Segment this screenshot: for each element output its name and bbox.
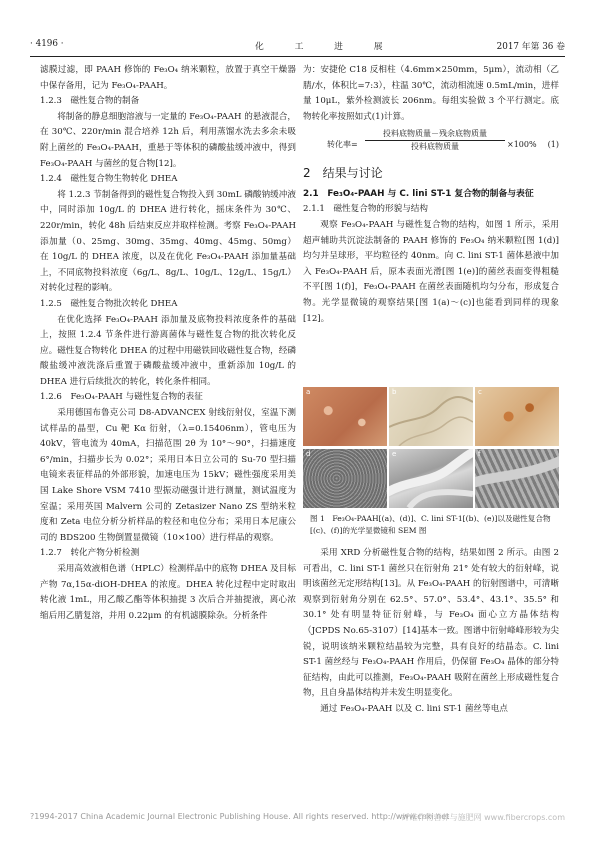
panel-label: b [392, 388, 397, 396]
subsubsection-heading: 2.1.1 磁性复合物的形貌与结构 [303, 204, 428, 215]
left-column [40, 63, 296, 624]
figure-panel-b [389, 387, 473, 446]
panel-label: f [478, 450, 481, 458]
paragraph: 滤膜过滤，即 PAAH 修饰的 Fe₃O₄ 纳米颗粒，放置于真空干燥器中保存备用，记为 Fe₃O₄-PAAH。 [40, 65, 296, 91]
paragraph: 采用德国布鲁克公司 D8-ADVANCEX 射线衍射仪，室温下测试样品的晶型，Cu 靶 Kα 衍射，（λ=0.15406nm），管电压为 40kV，管电流为 40mA，扫描范围 2θ 为 10°～90°，扫描速度 6°/min，扫描步长为 0.02°；采用日本日立公司的 Su-70 型扫描电镜来表征样品的外部形貌，加速电压为 15kV；磁性强度采用美国 Lake Shore VSM 7410 型振动磁强计进行测量，测试温度为室温；采用英国 Malvern 公司的 Zetasizer Nano ZS 型纳米粒度和 Zeta 电位分析分析样品的粒径和电位分布；采用日本尼康公司的 BDS200 生物倒置显微镜（10×100）进行样品的观察。 [40, 408, 296, 543]
equation-fraction [365, 128, 505, 153]
header-rule [30, 56, 565, 57]
figure-caption: 图 1 Fe₃O₄-PAAH[(a)、(d)]、C. lini ST-1[(b)、(e)]以及磁性复合物[(c)、(f)]的光学显微镜和 SEM 图 [310, 514, 551, 535]
right-column-lower [303, 546, 559, 718]
sem-composite [475, 449, 559, 508]
paragraph: 通过 Fe₃O₄-PAAH 以及 C. lini ST-1 菌丝等电点 [320, 703, 508, 714]
paragraph: 将 1.2.3 节制备得到的磁性复合物投入到 30mL 磷酸钠缓冲液中，同时添加 10g/L 的 DHEA 进行转化，摇床条件为 30℃、220r/min，转化 48h 后结束反应并取样检测。考察 Fe₃O₄-PAAH 添加量（0、25mg、30mg、35mg、40mg、45mg、50mg）在 10g/L 的 DHEA 浓度，以及在优化 Fe₃O₄-PAAH 添加量基础上，不同底物投料浓度（6g/L、8g/L、10g/L、12g/L、15g/L）对转化过程的影响。 [40, 189, 296, 294]
journal-title: 化 工 进 展 [255, 42, 397, 52]
paragraph: 在优化选择 Fe₃O₄-PAAH 添加量及底物投料浓度条件的基础上，按照 1.2.4 节条件进行游离菌体与磁性复合物的批次转化反应。磁性复合物转化 DHEA 的过程中用磁铁回收磁性复合物，经磷酸盐缓冲液洗涤后重置于磷酸盐缓冲液中，重新添加 10g/L 的 DHEA 进行后续批次的转化，转化条件相同。 [40, 314, 296, 387]
subsection-heading: 1.2.7 转化产物分析检测 [40, 548, 140, 559]
copyright-notice: ?1994-2017 China Academic Journal Electronic Publishing House. All rights reserved. http://www.cnki.net [30, 812, 450, 821]
panel-label: a [306, 388, 311, 396]
sem-hyphae [389, 449, 473, 508]
page-footer [30, 812, 565, 826]
hyphae-micrograph [389, 387, 473, 446]
figure-panel-f [475, 449, 559, 508]
paragraph: 采用 XRD 分析磁性复合物的结构，结果如图 2 所示。由图 2 可看出，C. lini ST-1 菌丝只在衍射角 21° 处有较大的衍射峰，说明该菌丝无定形结构[13]。从 Fe₃O₄-PAAH 的衍射图谱中，可清晰观察到衍射角分别在 62.5°、57.0°、53.4°、43.1°、35.5° 和 30.1° 处有明显特征衍射峰，与 Fe₃O₄ 面心立方晶体结构（JCPDS No.65-3107）[14]基本一致。图谱中衍射峰峰形较为尖锐，说明该纳米颗粒结晶较为完整，具有良好的结晶态。C. lini ST-1 菌丝经与 Fe₃O₄-PAAH 作用后，仍保留 Fe₃O₄ 晶体的部分特征结构，由此可以推测，Fe₃O₄-PAAH 吸附在菌丝上形成磁性复合物，且自身晶体结构并未发生明显变化。 [303, 548, 559, 699]
equation-numerator: 投料底物质量－残余底物质量 [365, 128, 505, 141]
subsection-heading: 1.2.4 磁性复合物生物转化 DHEA [40, 174, 178, 185]
panel-label: d [306, 450, 311, 458]
equation-lhs: 转化率= [327, 140, 358, 150]
figure-panel-e [389, 449, 473, 508]
paragraph: 观察 Fe₃O₄-PAAH 与磁性复合物的结构，如图 1 所示，采用超声辅助共沉淀法制备的 PAAH 修饰的 Fe₃O₄ 纳米颗粒[图 1(d)]均匀并呈球形，平均粒径约 40nm。向 C. lini ST-1 菌体悬液中加入 Fe₃O₄-PAAH 后，原本表面光滑[图 1(e)]的菌丝表面变得粗糙不平[图 1(f)]，Fe₃O₄-PAAH 在菌丝表面随机均匀分布，形成复合物。光学显微镜的观察结果[图 1(a)～(c)]也能看到同样的现象[12]。 [303, 219, 559, 324]
figure-1 [303, 387, 559, 509]
running-header [30, 37, 565, 53]
paragraph: 为：安捷伦 C18 反相柱（4.6mm×250mm，5μm），流动相（乙腈/水，体积比=7:3），柱温 30℃，流动相流速 0.5mL/min，进样量 10μL，紫外检测波长 206nm。每组实验做 3 个平行测定。底物转化率按照如式(1)计算。 [303, 65, 559, 122]
subsection-heading: 1.2.6 Fe₃O₄-PAAH 与磁性复合物的表征 [40, 392, 203, 403]
subsection-heading: 2.1 Fe₃O₄-PAAH 与 C. lini ST-1 复合物的制备与表征 [303, 189, 534, 200]
page-number: · 4196 · [30, 39, 64, 49]
subsection-heading: 1.2.5 磁性复合物批次转化 DHEA [40, 298, 178, 309]
figure-panel-a [303, 387, 387, 446]
panel-label: e [392, 450, 397, 458]
paragraph: 将制备的静息细胞溶液与一定量的 Fe₃O₄-PAAH 的悬液混合，在 30℃、220r/min 混合培养 12h 后，利用蒸馏水洗去多余未吸附上菌丝的 Fe₃O₄-PAAH，重悬于等体积的磷酸盐缓冲液中，得到 Fe₃O₄-PAAH 与菌丝的复合物[12]。 [40, 111, 296, 169]
equation-number: (1) [547, 140, 559, 150]
right-column [303, 63, 559, 327]
paragraph: 采用高效液相色谱（HPLC）检测样品中的底物 DHEA 及目标产物 7α,15α-diOH-DHEA 的浓度。DHEA 转化过程中定时取出转化液 1mL，用乙酸乙酯等体积抽提 3 次后合并抽提液，离心浓缩后用乙腈复溶，并用 0.22μm 的有机滤膜除杂。分析条件 [40, 564, 296, 621]
issue-info: 2017 年第 36 卷 [496, 42, 565, 52]
panel-label: c [478, 388, 482, 396]
equation-1 [303, 127, 559, 157]
figure-panel-c [475, 387, 559, 446]
subsection-heading: 1.2.3 磁性复合物的制备 [40, 96, 140, 107]
equation-denominator: 投料底物质量 [411, 142, 459, 152]
section-heading: 2 结果与讨论 [303, 166, 383, 181]
figure-panel-d [303, 449, 387, 508]
watermark: 纤维作物营养与施肥网 www.fibercrops.com [401, 813, 565, 822]
equation-multiplier: ×100% [507, 140, 537, 150]
